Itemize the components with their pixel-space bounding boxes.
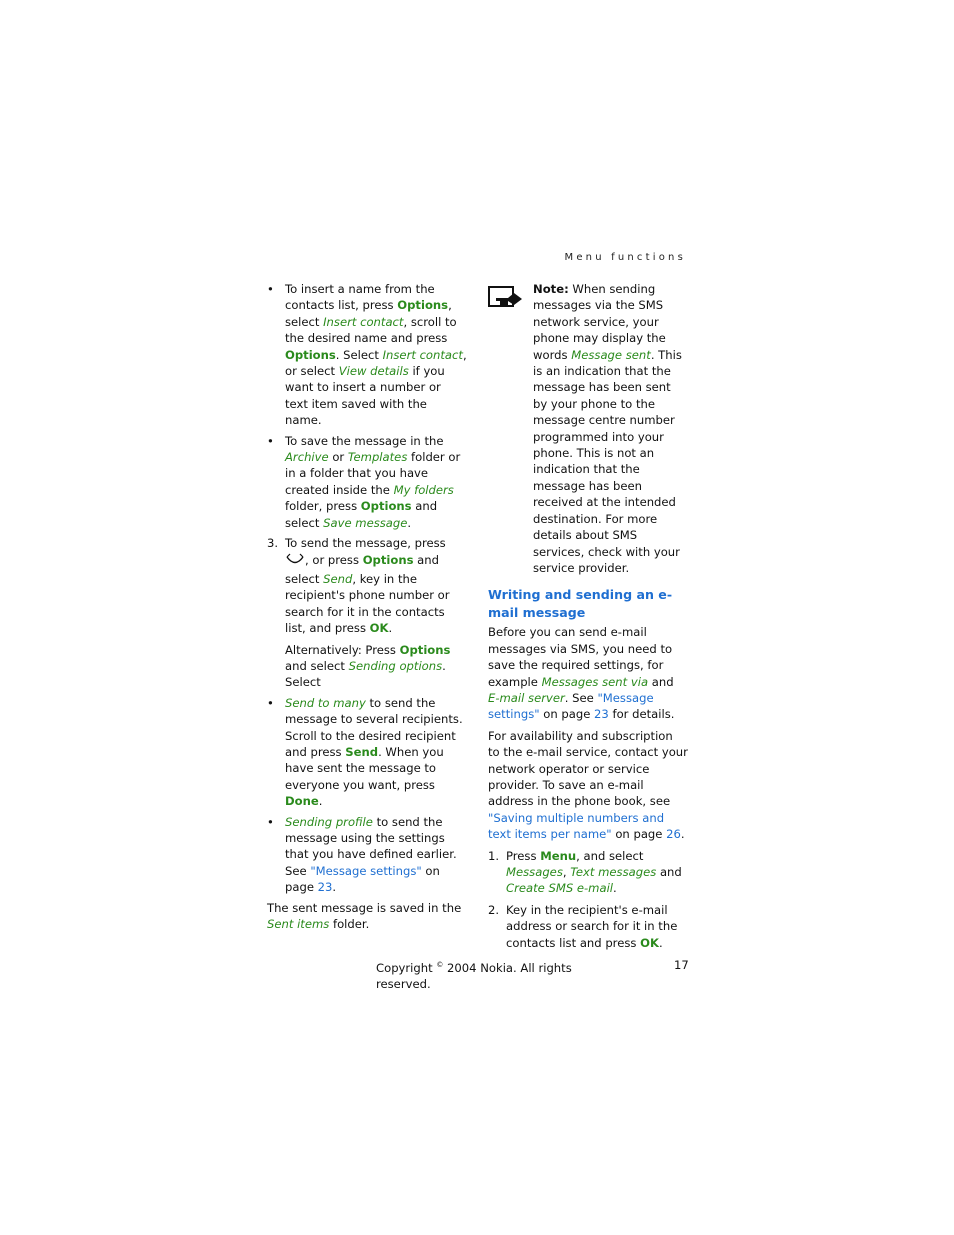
email-settings-paragraph: Before you can send e-mail messages via SMS, you need to save the required settings, for example Messages sent via and E-mail server. See "Message settings" on page 23 for details. [488,625,675,722]
menu-term-message-sent: Message sent [571,347,651,362]
insert-save-options-list [267,281,467,531]
link-page-23[interactable]: 23 [317,880,333,895]
running-header: Menu functions [564,252,686,263]
softkey-options: Options [360,499,412,514]
note-label: Note: [533,282,569,296]
menu-term-create-sms-email: Create SMS e-mail [506,881,614,896]
menu-term-sent-items: Sent items [267,917,330,932]
step-3-send-message: 3. To send the message, press , or press Options and select Send, key in the recipient's phone number or search for it in the contacts list, and press OK. [267,536,450,636]
menu-term-save-message: Save message [323,515,408,530]
menu-term-messages: Messages [506,865,563,879]
softkey-options: Options [399,642,451,657]
menu-term-insert-contact: Insert contact [382,347,463,362]
softkey-ok: OK [369,621,389,636]
list-item-sending-profile: • Sending profile to send the message using the settings that you have defined earlier. See "Message settings" on page 23. [267,814,457,895]
softkey-send: Send [345,744,379,759]
list-item-send-to-many: • Send to many to send the message to several recipients. Scroll to the desired recipient and press Send. When you have sent the message to everyone you want, press Done. [267,695,463,809]
softkey-options: Options [285,347,336,362]
email-step-2: 2. Key in the recipient's e-mail address or search for it in the contacts list and press OK. [488,902,678,950]
availability-paragraph: For availability and subscription to the e-mail service, contact your network operator or service provider. To save an e-mail address in the phone book, see "Saving multiple numbers and text items per name" on page 26. [488,728,688,842]
softkey-done: Done [285,794,319,809]
right-column [488,281,688,956]
copyright-footer: Copyright © 2004 Nokia. All rights reserved. [376,960,572,992]
link-message-settings[interactable]: "Message settings" [310,863,422,878]
step-number: 3. [267,536,279,551]
step-number: 1. [488,848,500,863]
menu-term-templates: Templates [347,450,408,465]
copyright-symbol: © [436,961,444,969]
section-heading: Writing and sending an e-mail message [488,587,673,621]
menu-term-messages-sent-via: Messages sent via [541,674,649,689]
link-page-26[interactable]: 26 [666,827,681,842]
menu-term-sending-profile: Sending profile [285,814,373,829]
bullet-mark: • [267,282,274,296]
bullet-mark: • [267,433,274,448]
menu-term-view-details: View details [338,364,409,379]
left-column [267,281,467,932]
alternative-paragraph: Alternatively: Press Options and select Sending options. Select [285,642,451,690]
link-page-23[interactable]: 23 [594,707,609,722]
note-box: Note: When sending messages via the SMS network service, your phone may display the words Message sent. This is an indication that the message has been sent by your phone to the message centre number programmed into your phone. This is not an indication that the message has been received at the intended destination. For more details about SMS services, check with your service provider. [488,281,688,576]
link-saving-multiple-numbers[interactable]: "Saving multiple numbers and text items per name" [488,810,665,842]
page-number: 17 [674,958,689,972]
menu-term-send-to-many: Send to many [285,695,366,710]
menu-term-insert-contact: Insert contact [323,314,404,329]
menu-term-email-server: E-mail server [488,690,565,705]
menu-term-sending-options: Sending options [348,658,443,673]
softkey-options: Options [397,298,449,313]
sent-items-paragraph: The sent message is saved in the Sent items folder. [267,900,462,932]
list-item-save-message: • To save the message in the Archive or Templates folder or in a folder that you have created inside the My folders folder, press Options and select Save message. [267,433,461,530]
send-key-icon [285,553,305,571]
note-hand-icon [488,286,524,314]
sending-options-list [267,695,467,896]
menu-term-text-messages: Text messages [570,865,657,879]
bullet-mark: • [267,814,274,829]
bullet-mark: • [267,695,274,710]
email-step-1: 1. Press Menu, and select Messages, Text messages and Create SMS e-mail. [488,848,682,896]
menu-term-send: Send [323,571,353,586]
link-message-settings[interactable]: "Message settings" [488,690,654,722]
menu-term-my-folders: My folders [393,482,454,497]
softkey-menu: Menu [540,848,577,863]
menu-term-archive: Archive [285,450,329,465]
softkey-options: Options [362,552,414,567]
softkey-ok: OK [640,935,659,950]
step-number: 2. [488,902,500,917]
list-item-insert-contact: • To insert a name from the contacts list, press Options, select Insert contact, scroll to the desired name and press Options. Select Insert contact, or select View details if you want to insert a number or text item saved with the name. [267,282,467,428]
